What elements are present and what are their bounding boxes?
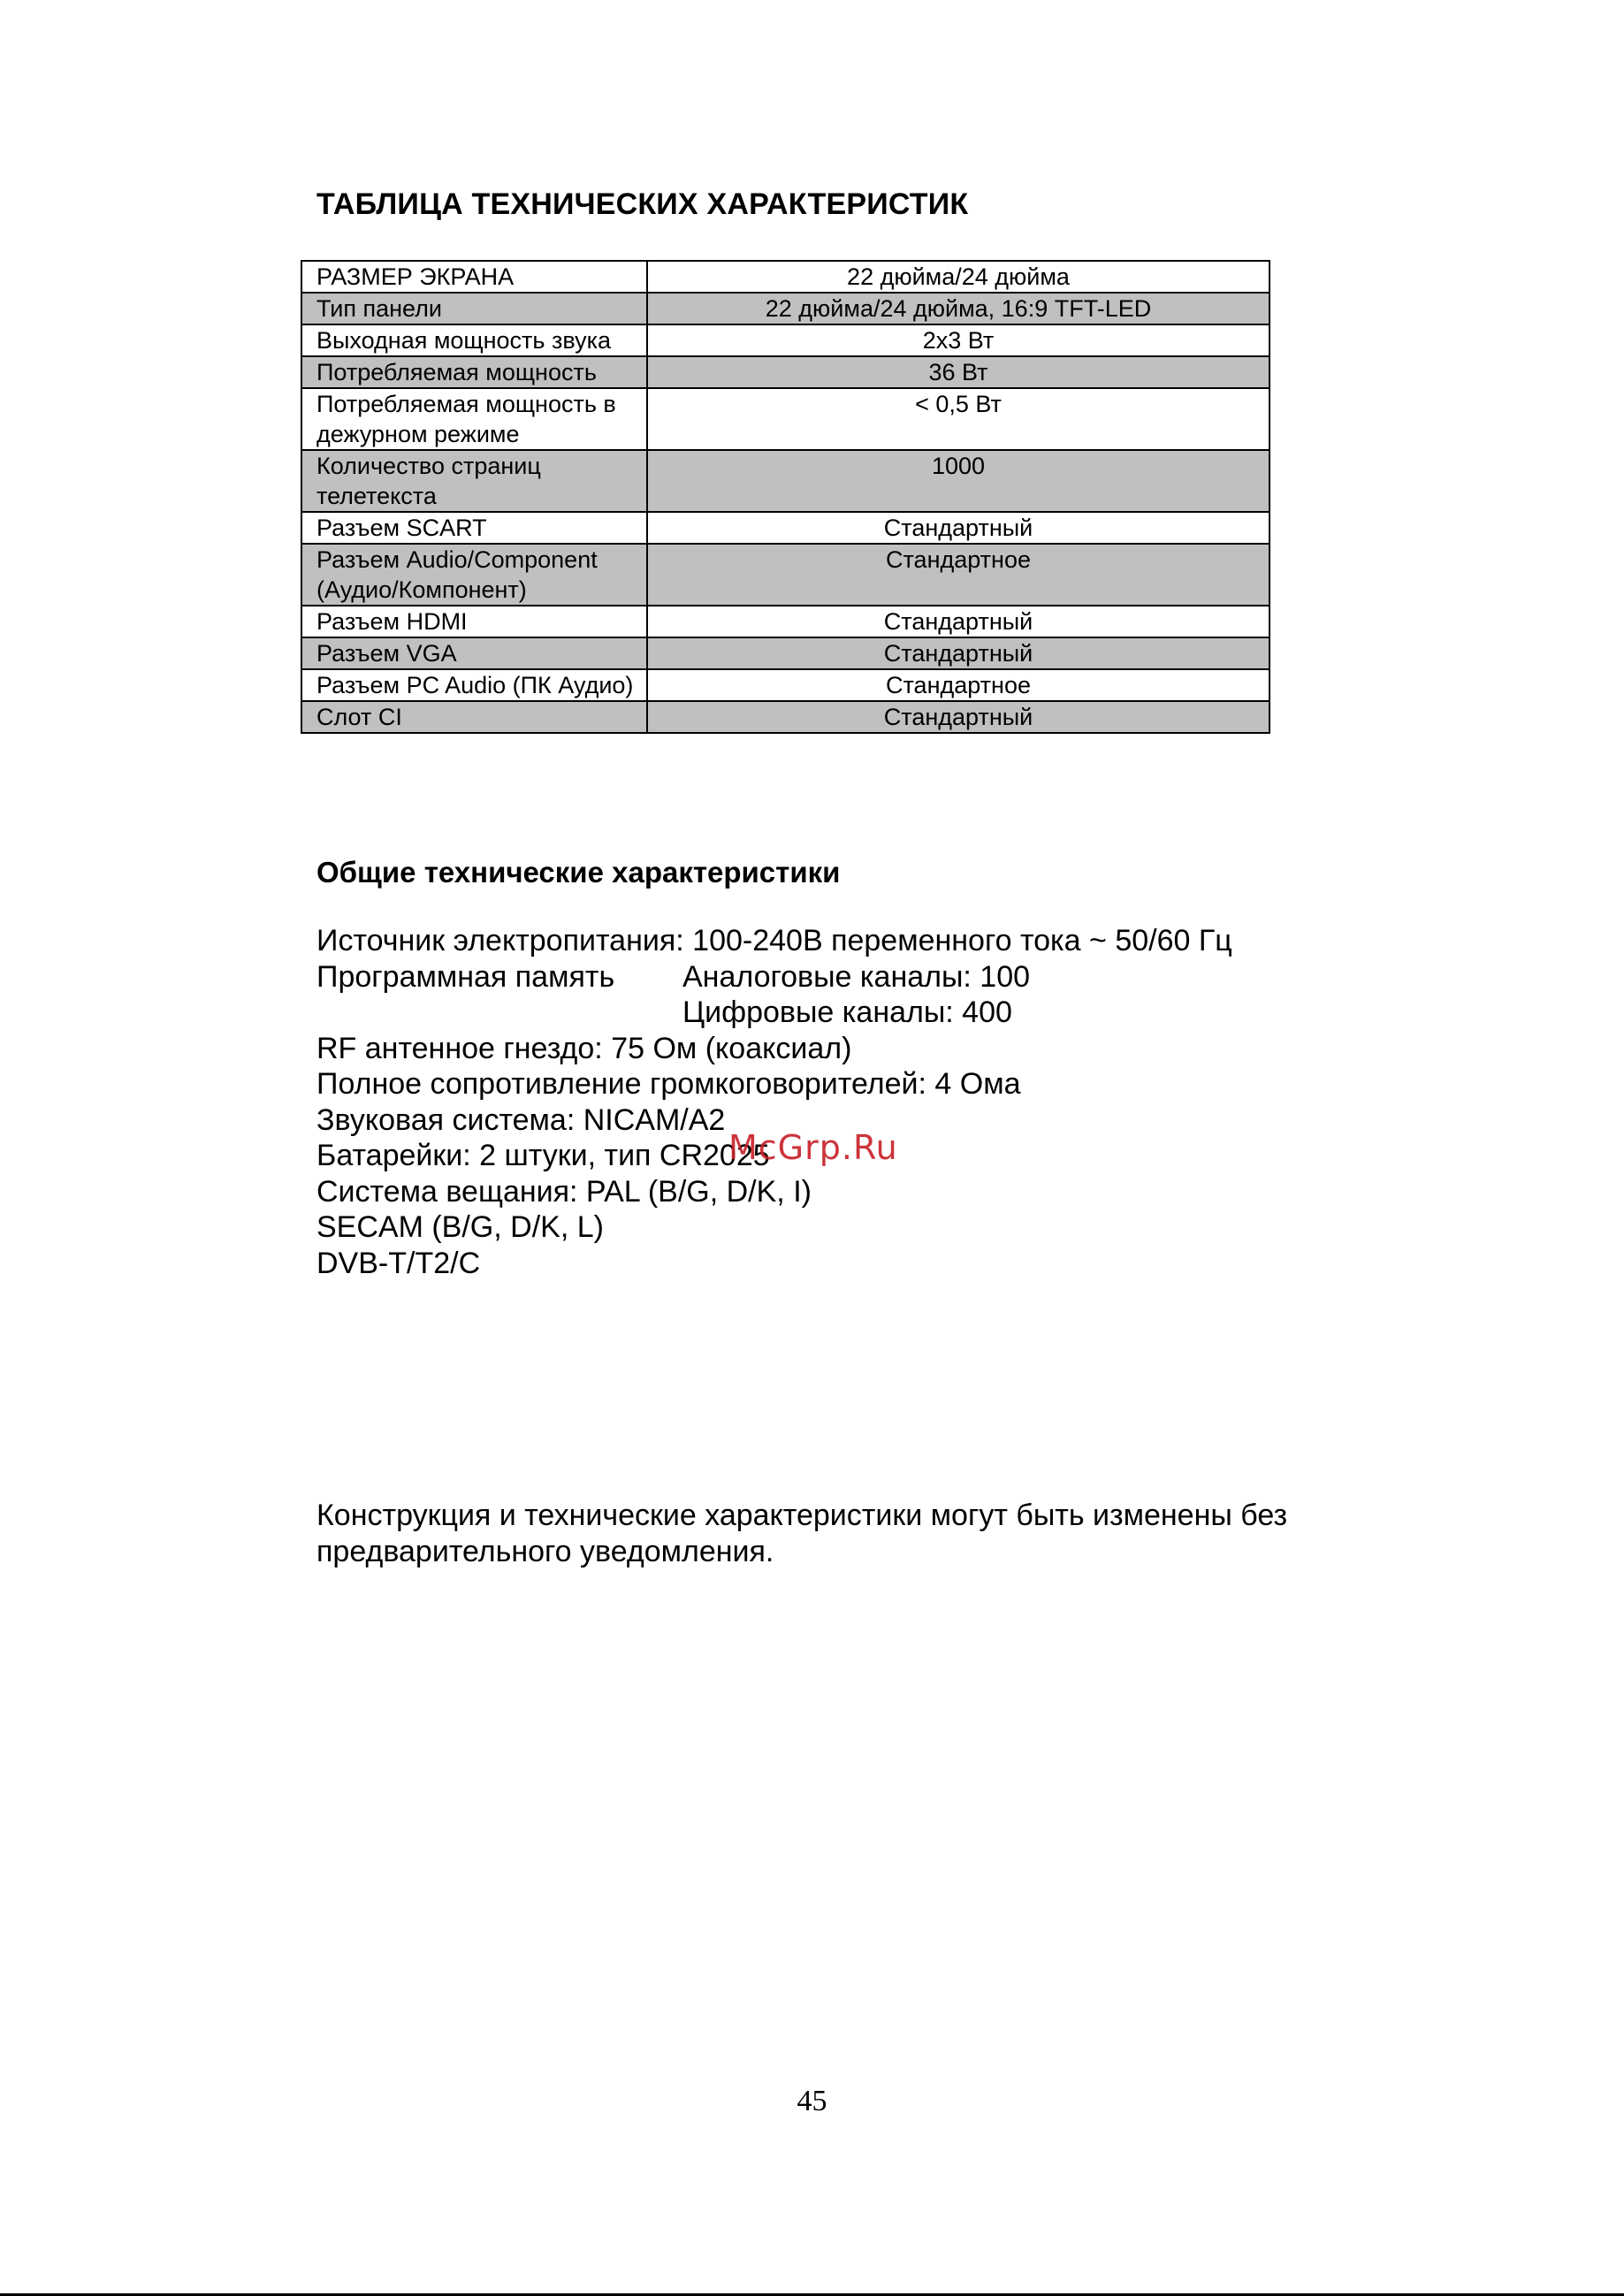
spec-value: 1000: [647, 450, 1269, 512]
spec-label: Разъем PC Audio (ПК Аудио): [301, 669, 647, 701]
spec-row: [301, 261, 1269, 293]
rf-input-line: RF антенное гнездо: 75 Ом (коаксиал): [316, 1031, 852, 1065]
spec-label: Разъем Audio/Component (Аудио/Компонент): [301, 544, 647, 606]
spec-row: [301, 512, 1269, 544]
spec-value: Стандартный: [647, 606, 1269, 637]
spec-label: Слот CI: [301, 701, 647, 733]
disclaimer: [316, 1498, 1377, 1569]
power-supply-line: Источник электропитания: 100-240В переменного тока ~ 50/60 Гц: [316, 924, 1232, 957]
spec-value: Стандартный: [647, 701, 1269, 733]
program-memory-label: Программная память: [316, 959, 615, 994]
program-memory-line: [316, 959, 1232, 995]
spec-value: 36 Вт: [647, 356, 1269, 388]
watermark: McGrp.Ru: [728, 1128, 898, 1167]
spec-row: [301, 388, 1269, 450]
spec-label: Разъем VGA: [301, 637, 647, 669]
general-specs-title: Общие технические характеристики: [316, 856, 841, 889]
analog-channels: Аналоговые каналы: 100: [682, 959, 1031, 994]
spec-table: [301, 260, 1270, 734]
spec-label: Потребляемая мощность: [301, 356, 647, 388]
digital-channels: Цифровые каналы: 400: [682, 995, 1012, 1029]
speaker-impedance-line: Полное сопротивление громкоговорителей: 4 Ома: [316, 1067, 1021, 1101]
spec-row: [301, 356, 1269, 388]
sound-system-line: Звуковая система: NICAM/A2: [316, 1102, 726, 1137]
spec-row: [301, 450, 1269, 512]
disclaimer-line-1: Конструкция и технические характеристики могут быть изменены без: [316, 1499, 1288, 1532]
spec-row: [301, 606, 1269, 637]
spec-label: Тип панели: [301, 293, 647, 324]
spec-value: Стандартный: [647, 637, 1269, 669]
spec-row: [301, 637, 1269, 669]
spec-row: [301, 544, 1269, 606]
broadcast-secam-line: SECAM (B/G, D/K, L): [316, 1210, 604, 1244]
spec-value: 22 дюйма/24 дюйма: [647, 261, 1269, 293]
digital-channels-line: [316, 995, 1232, 1031]
broadcast-dvb-line: DVB-T/T2/C: [316, 1246, 481, 1280]
disclaimer-line-2: предварительного уведомления.: [316, 1534, 774, 1568]
spec-row: [301, 701, 1269, 733]
page-title: ТАБЛИЦА ТЕХНИЧЕСКИХ ХАРАКТЕРИСТИК: [316, 187, 969, 221]
batteries-line: Батарейки: 2 штуки, тип CR2025: [316, 1139, 770, 1172]
spec-label: Количество страниц телетекста: [301, 450, 647, 512]
broadcast-pal-line: Система вещания: PAL (B/G, D/K, I): [316, 1174, 812, 1209]
spec-value: Стандартный: [647, 512, 1269, 544]
spec-value: 2х3 Вт: [647, 324, 1269, 356]
spec-label: Разъем HDMI: [301, 606, 647, 637]
spec-label: Потребляемая мощность в дежурном режиме: [301, 388, 647, 450]
spec-value: Стандартное: [647, 544, 1269, 606]
spec-label: РАЗМЕР ЭКРАНА: [301, 261, 647, 293]
spec-value: < 0,5 Вт: [647, 388, 1269, 450]
spec-row: [301, 669, 1269, 701]
spec-row: [301, 324, 1269, 356]
spec-row: [301, 293, 1269, 324]
page-number: 45: [797, 2085, 827, 2117]
spec-value: 22 дюйма/24 дюйма, 16:9 TFT-LED: [647, 293, 1269, 324]
spec-value: Стандартное: [647, 669, 1269, 701]
general-specs: [316, 923, 1232, 1281]
spec-label: Разъем SCART: [301, 512, 647, 544]
spec-label: Выходная мощность звука: [301, 324, 647, 356]
